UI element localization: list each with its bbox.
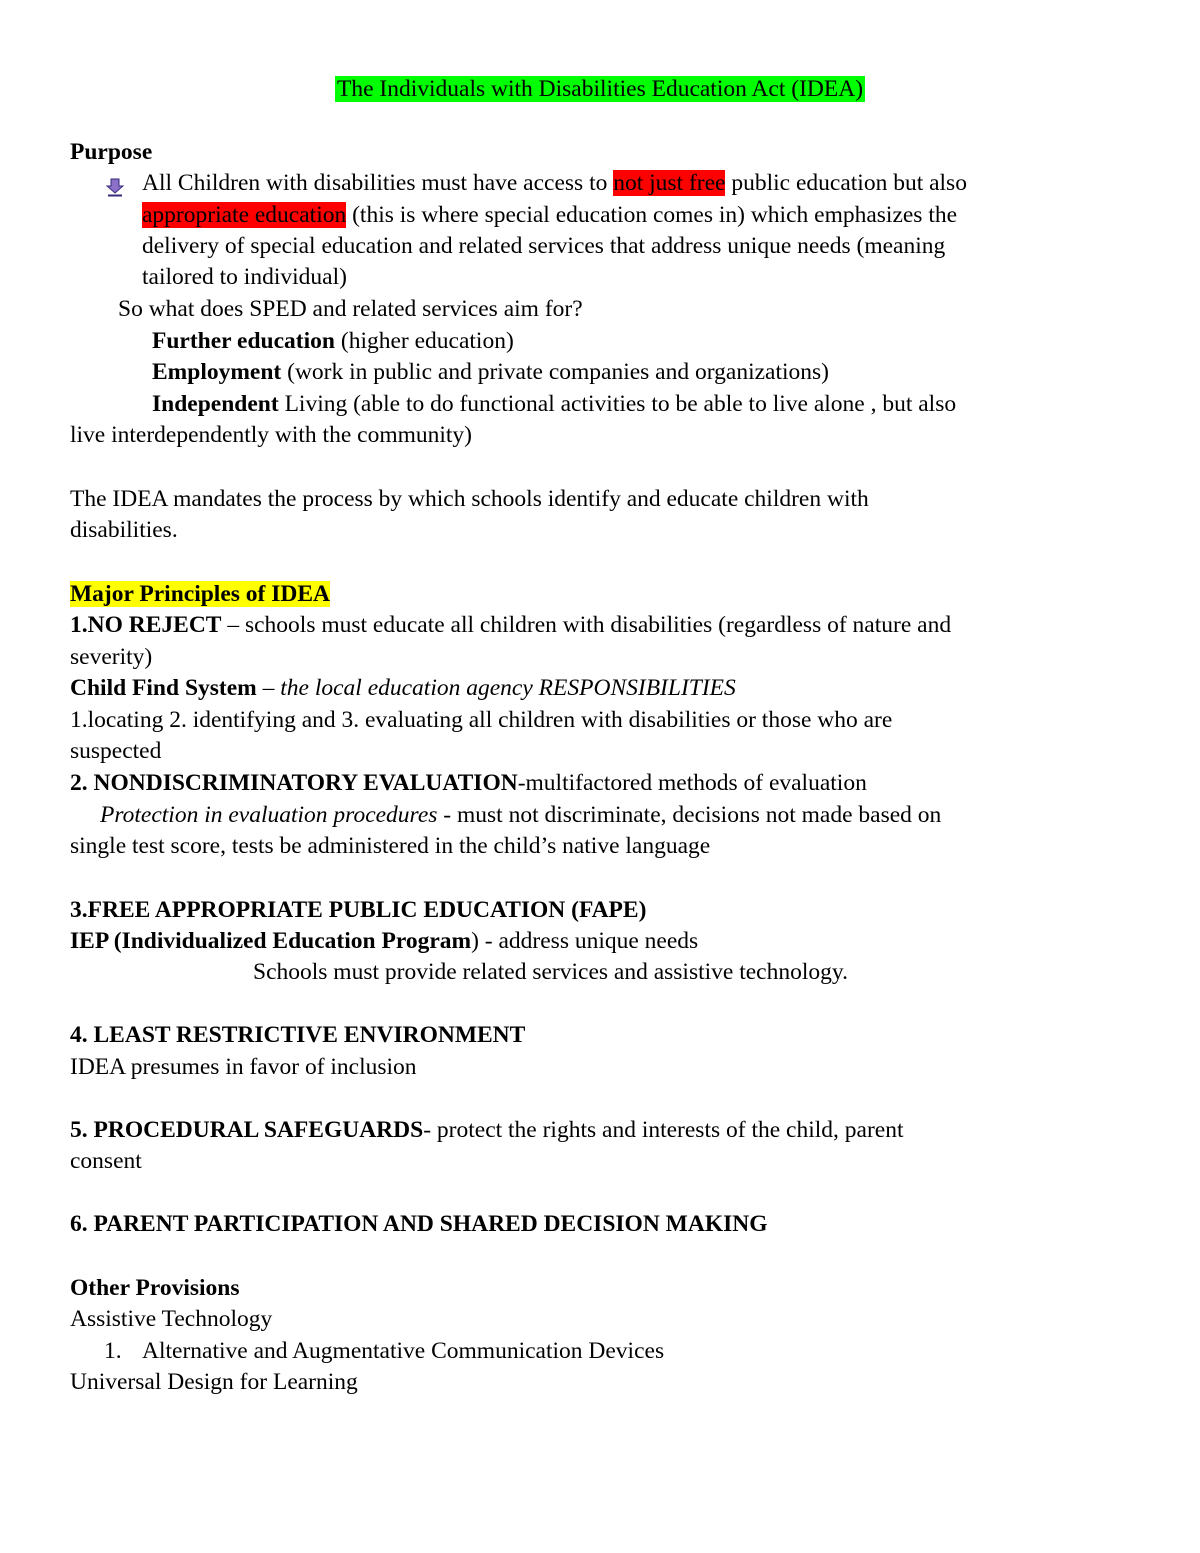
- child-find-line-2: suspected: [70, 738, 162, 764]
- iep-line-2: Schools must provide related services and assistive technology.: [253, 959, 848, 985]
- principle-1-line: 1.NO REJECT – schools must educate all children with disabilities (regardless of nature and: [70, 612, 952, 638]
- aim-independent-living: Independent Living (able to do functional activities to be able to live alone , but also: [152, 391, 957, 417]
- purpose-heading: Purpose: [70, 139, 153, 165]
- purpose-bullet-line-1: All Children with disabilities must have access to not just free public education but also: [142, 170, 967, 196]
- principle-2-cont: single test score, tests be administered in the child’s native language: [70, 833, 711, 859]
- principle-4-line: 4. LEAST RESTRICTIVE ENVIRONMENT: [70, 1022, 526, 1048]
- principle-5-cont: consent: [70, 1148, 142, 1174]
- assistive-technology-line: Assistive Technology: [70, 1306, 273, 1332]
- page-title: The Individuals with Disabilities Education Act (IDEA): [336, 76, 864, 102]
- child-find-line-1: 1.locating 2. identifying and 3. evaluating all children with disabilities or those who are: [70, 707, 893, 733]
- title-line: [0, 74, 1200, 104]
- aim-further-education: Further education (higher education): [152, 328, 514, 354]
- purpose-bullet-line-2: appropriate education (this is where special education comes in) which emphasizes the: [142, 202, 958, 228]
- child-find-system-line: Child Find System – the local education agency RESPONSIBILITIES: [70, 675, 736, 701]
- arrow-down-bullet-icon: [106, 178, 124, 198]
- principle-3-line: 3.FREE APPROPRIATE PUBLIC EDUCATION (FAPE): [70, 897, 647, 923]
- principles-heading: Major Principles of IDEA: [70, 581, 330, 607]
- aim-employment: Employment (work in public and private companies and organizations): [152, 359, 829, 385]
- mandate-line-1: The IDEA mandates the process by which schools identify and educate children with: [70, 486, 869, 512]
- principle-5-line: 5. PROCEDURAL SAFEGUARDS- protect the rights and interests of the child, parent: [70, 1117, 904, 1143]
- purpose-bullet-line-3: delivery of special education and related services that address unique needs (meaning: [142, 233, 946, 259]
- principle-4-desc: IDEA presumes in favor of inclusion: [70, 1054, 417, 1080]
- purpose-question: So what does SPED and related services aim for?: [118, 296, 583, 322]
- principle-2-protection: Protection in evaluation procedures - must not discriminate, decisions not made based on: [100, 802, 942, 828]
- highlight-appropriate-education: appropriate education: [142, 202, 347, 228]
- principle-1-cont: severity): [70, 644, 153, 670]
- list-item-aac-devices: Alternative and Augmentative Communication Devices: [142, 1338, 665, 1364]
- aim-independent-living-cont: live interdependently with the community): [70, 422, 473, 448]
- list-item-number: 1.: [104, 1338, 122, 1364]
- principle-6-line: 6. PARENT PARTICIPATION AND SHARED DECISION MAKING: [70, 1211, 768, 1237]
- mandate-line-2: disabilities.: [70, 517, 178, 543]
- purpose-bullet-line-4: tailored to individual): [142, 264, 347, 290]
- udl-line: Universal Design for Learning: [70, 1369, 358, 1395]
- iep-line: IEP (Individualized Education Program) - address unique needs: [70, 928, 699, 954]
- highlight-not-just-free: not just free: [613, 170, 726, 196]
- other-provisions-heading: Other Provisions: [70, 1275, 240, 1301]
- principle-2-line: 2. NONDISCRIMINATORY EVALUATION-multifactored methods of evaluation: [70, 770, 867, 796]
